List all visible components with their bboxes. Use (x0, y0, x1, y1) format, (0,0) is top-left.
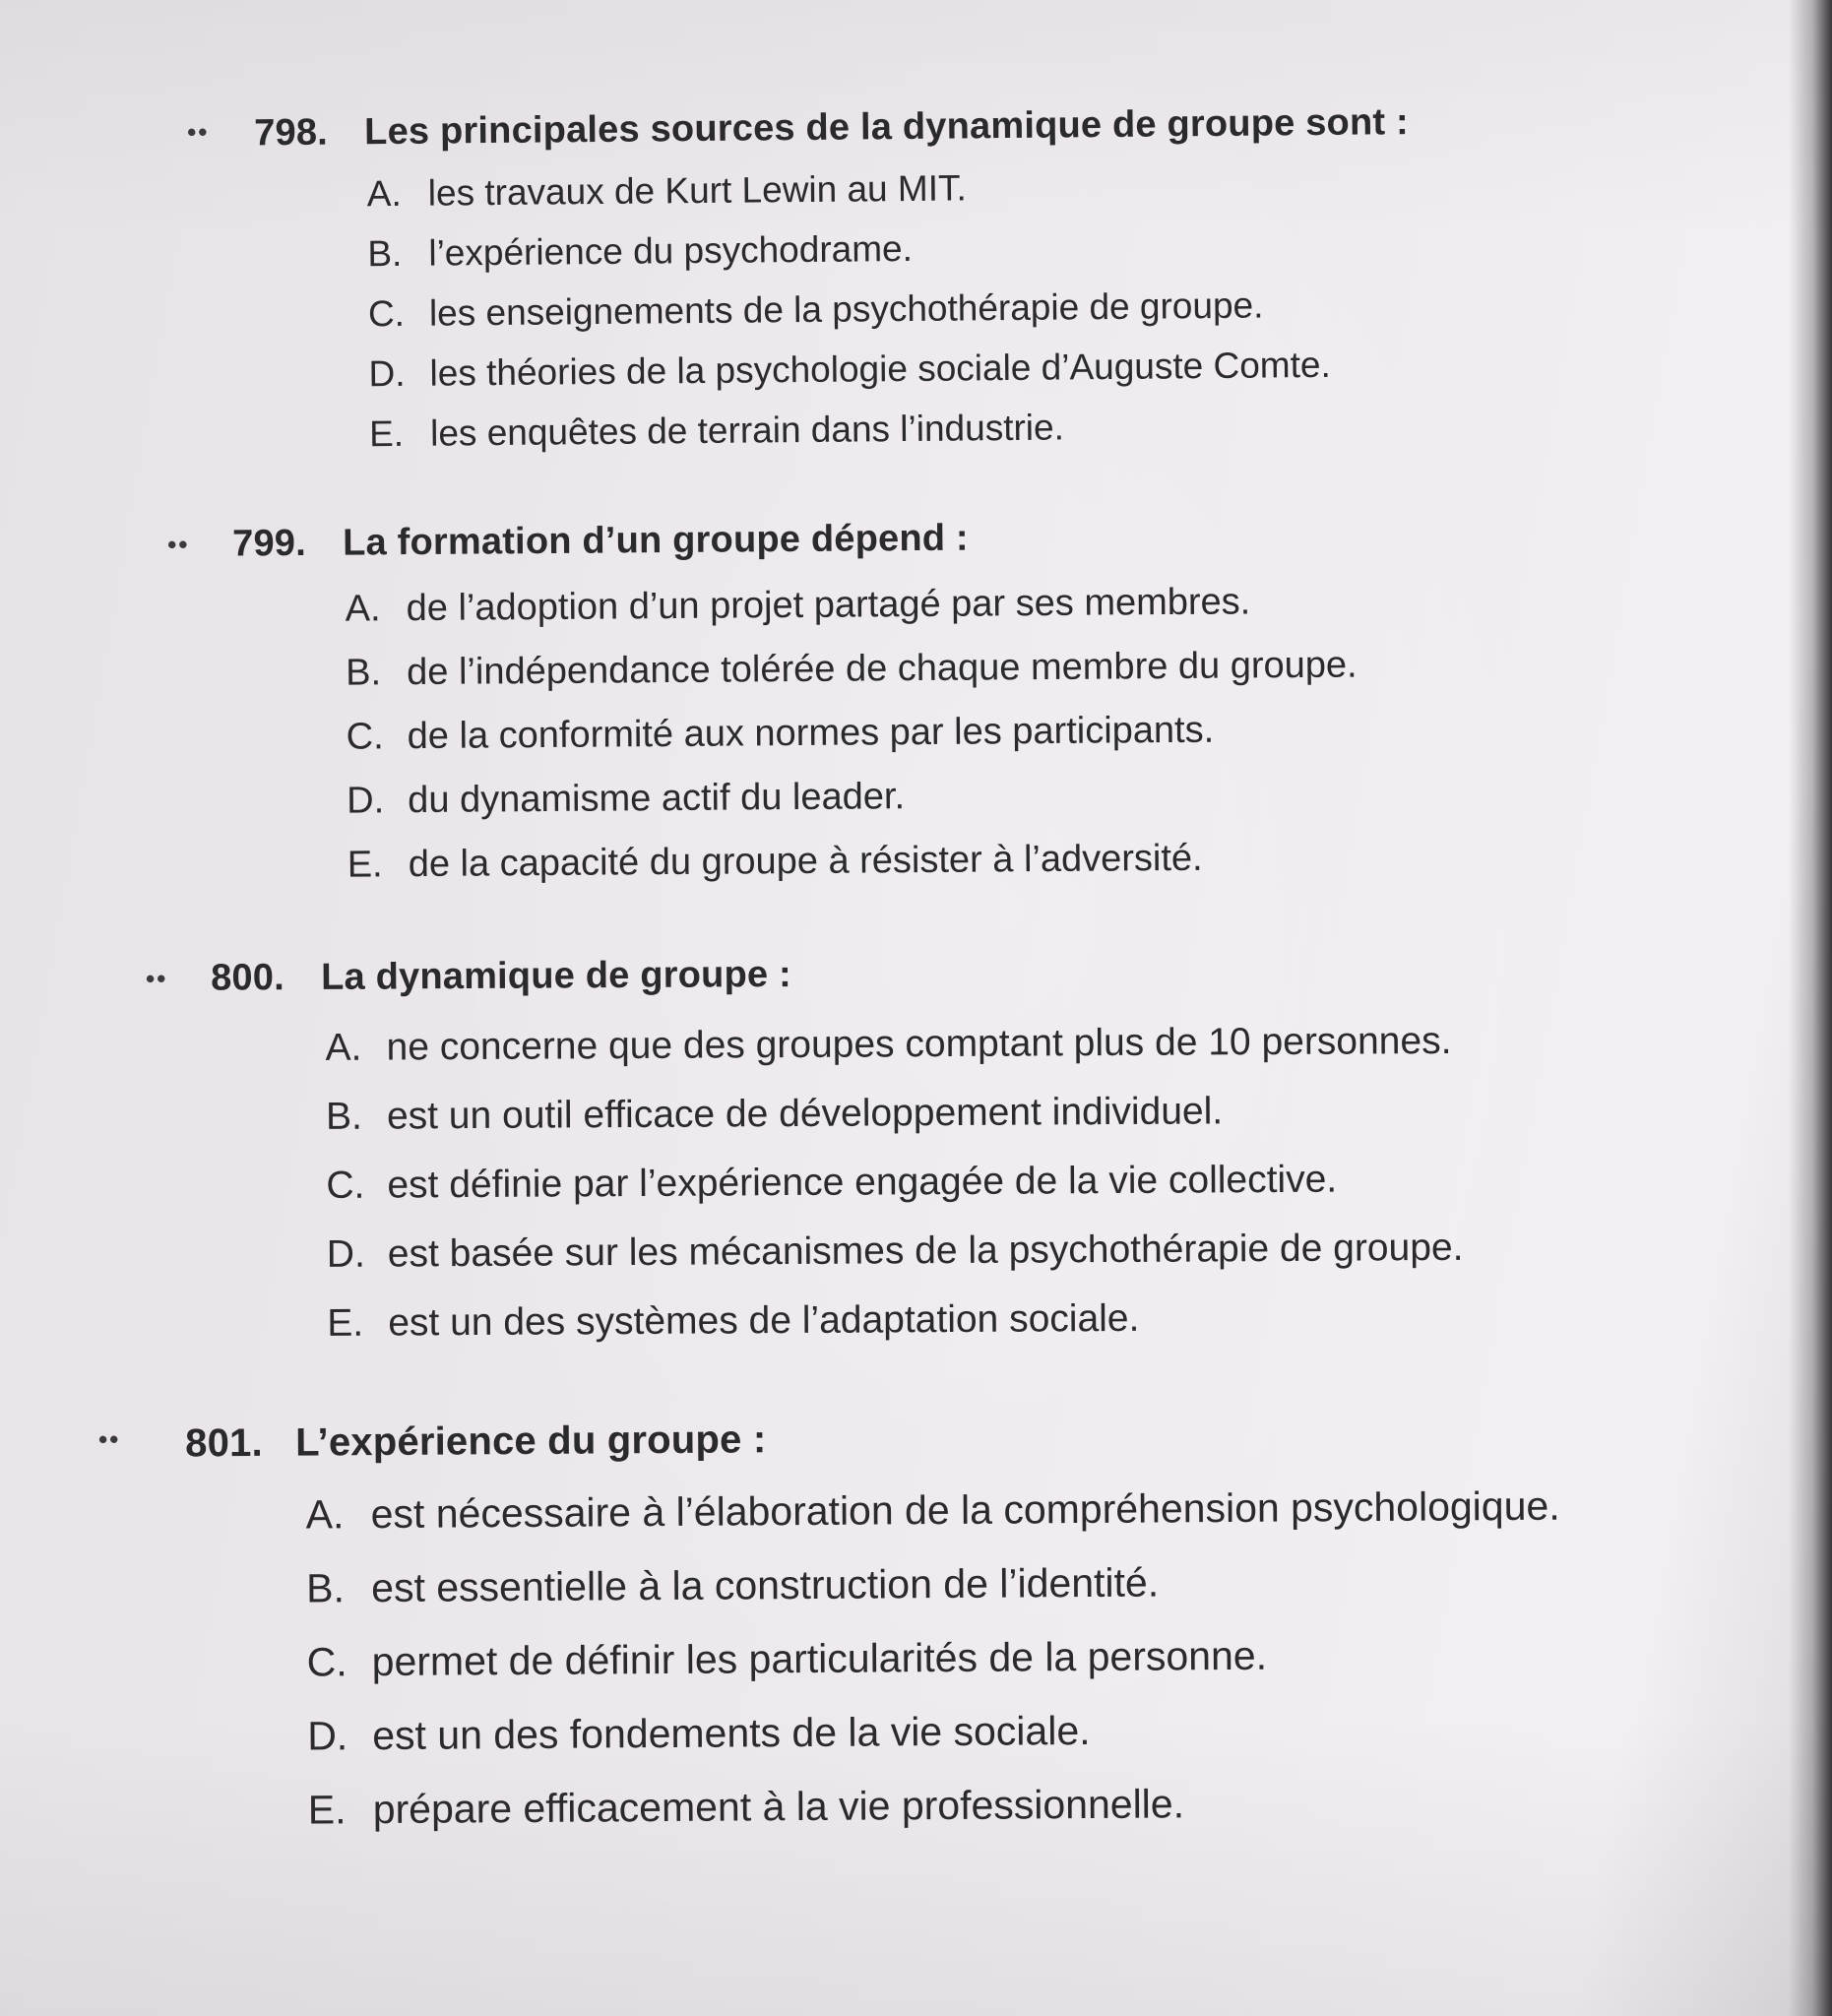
option-text: prépare efficacement à la vie professionnelle. (372, 1781, 1185, 1833)
option-text: de la capacité du groupe à résister à l’adversité. (408, 837, 1203, 886)
option-letter: C. (346, 716, 384, 758)
option-text: est un des systèmes de l’adaptation sociale. (388, 1296, 1140, 1345)
question-header (185, 1413, 1559, 1467)
option-e (308, 1782, 1562, 1864)
option-letter: A. (345, 588, 381, 630)
question-header (211, 950, 1462, 1000)
option-d (347, 775, 1358, 847)
option-c (347, 711, 1358, 783)
question-prompt: L’expérience du groupe : (294, 1418, 767, 1465)
option-letter: E. (307, 1787, 347, 1833)
option-letter: E. (347, 844, 383, 886)
option-text: les théories de la psychologie sociale d’Auguste Comte. (429, 344, 1331, 394)
option-letter: B. (346, 652, 382, 694)
question-800 (146, 950, 1464, 1374)
option-b (306, 1560, 1560, 1643)
option-letter: A. (305, 1491, 345, 1538)
option-text: est un outil efficace de développement individuel. (386, 1090, 1224, 1138)
option-letter: C. (306, 1639, 347, 1685)
question-header (232, 515, 1357, 566)
option-a (325, 1019, 1462, 1098)
option-c (326, 1160, 1463, 1235)
option-text: de l’indépendance tolérée de chaque membre du groupe. (407, 644, 1358, 694)
option-letter: E. (327, 1301, 364, 1345)
option-letter: D. (307, 1713, 348, 1759)
option-letter: A. (325, 1026, 362, 1069)
option-letter: B. (325, 1095, 362, 1138)
option-text: permet de définir les particularités de la personne. (371, 1632, 1268, 1685)
option-d (368, 346, 1411, 415)
option-d (307, 1708, 1561, 1791)
option-text: l’expérience du psychodrame. (428, 227, 914, 274)
option-text: de l’adoption d’un projet partagé par ses membres. (406, 581, 1251, 630)
option-e (369, 406, 1412, 475)
option-letter: B. (306, 1565, 346, 1611)
option-a (346, 583, 1358, 655)
option-letter: D. (368, 352, 406, 395)
option-e (347, 839, 1359, 911)
answer-options (325, 1019, 1464, 1373)
difficulty-dots: •• (187, 116, 210, 147)
option-letter: C. (367, 292, 406, 335)
option-letter: E. (368, 412, 405, 455)
option-text: les travaux de Kurt Lewin au MIT. (427, 167, 968, 214)
question-prompt: Les principales sources de la dynamique de groupe sont : (363, 101, 1410, 154)
option-b (346, 644, 1358, 719)
option-text: les enseignements de la psychothérapie de groupe. (428, 284, 1264, 334)
option-letter: A. (366, 172, 402, 215)
question-prompt: La dynamique de groupe : (320, 953, 791, 998)
question-header (254, 101, 1409, 155)
difficulty-dots: •• (167, 529, 190, 559)
option-letter: D. (326, 1232, 365, 1276)
answer-options (367, 165, 1413, 475)
option-c (307, 1634, 1561, 1717)
question-number: 800. (210, 957, 285, 999)
option-text: est basée sur les mécanismes de la psychothérapie de groupe. (387, 1226, 1464, 1276)
option-text: les enquêtes de terrain dans l’industrie. (429, 407, 1065, 454)
option-d (327, 1228, 1464, 1304)
option-letter: B. (367, 232, 403, 275)
question-prompt: La formation d’un groupe dépend : (342, 517, 969, 564)
question-number: 799. (231, 522, 307, 565)
difficulty-dots: •• (146, 963, 168, 993)
answer-options (346, 583, 1359, 911)
book-binding-shadow (1789, 0, 1832, 2016)
question-number: 798. (253, 111, 329, 155)
option-a (305, 1482, 1560, 1569)
option-e (327, 1297, 1464, 1373)
option-text: ne concerne que des groupes comptant plus de 10 personnes. (386, 1019, 1452, 1069)
answer-options (305, 1482, 1563, 1864)
option-a (367, 165, 1410, 235)
question-798 (187, 101, 1412, 477)
question-801 (98, 1413, 1562, 1865)
option-text: est un des fondements de la vie sociale. (372, 1707, 1091, 1759)
difficulty-dots: •• (98, 1423, 121, 1454)
option-text: de la conformité aux normes par les participants. (407, 709, 1215, 758)
option-text: est définie par l’expérience engagée de la vie collective. (387, 1158, 1338, 1207)
option-text: est nécessaire à l’élaboration de la compréhension psychologique. (370, 1482, 1560, 1538)
option-b (326, 1091, 1463, 1166)
option-text: du dynamisme actif du leader. (408, 776, 906, 822)
option-text: est essentielle à la construction de l’identité. (371, 1559, 1160, 1611)
option-letter: D. (347, 780, 385, 822)
option-letter: C. (326, 1164, 365, 1207)
question-number: 801. (184, 1420, 263, 1466)
question-799 (167, 515, 1359, 912)
